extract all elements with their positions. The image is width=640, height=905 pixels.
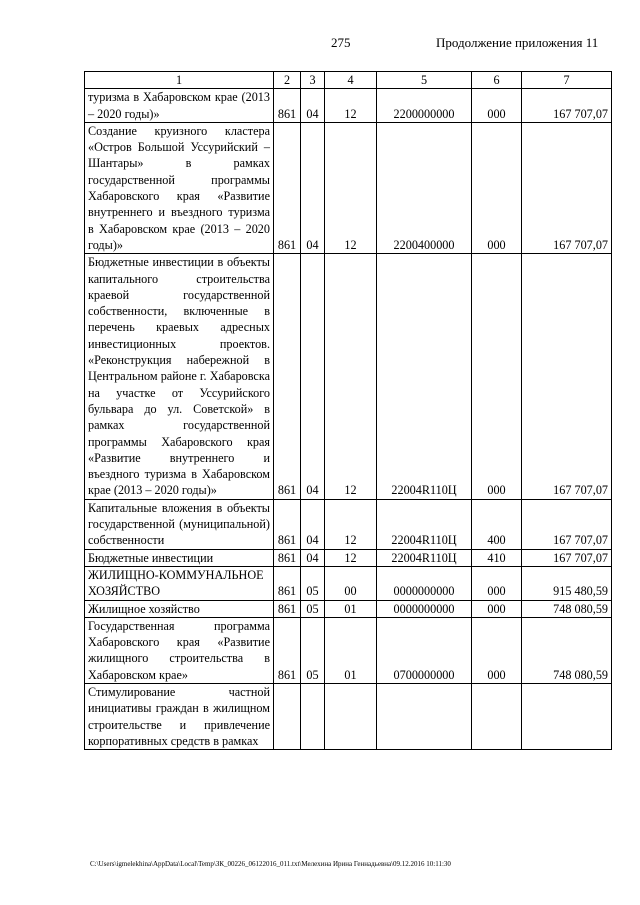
row-description: туризма в Хабаровском крае (2013 – 2020 годы)»	[85, 89, 274, 123]
amount: 167 707,07	[522, 254, 612, 499]
ministry-code: 861	[274, 600, 301, 617]
column-header: 5	[377, 72, 472, 89]
section-code: 04	[301, 89, 325, 123]
appendix-continuation-label: Продолжение приложения 11	[436, 35, 599, 50]
subsection-code: 00	[325, 566, 377, 600]
column-header: 7	[522, 72, 612, 89]
ministry-code: 861	[274, 122, 301, 253]
amount	[522, 683, 612, 749]
table-row	[85, 89, 612, 123]
budget-table	[84, 71, 612, 750]
table-row	[85, 254, 612, 499]
expense-type-code: 000	[472, 254, 522, 499]
amount: 167 707,07	[522, 89, 612, 123]
table-row	[85, 617, 612, 683]
table-row	[85, 566, 612, 600]
amount: 167 707,07	[522, 549, 612, 566]
section-code: 05	[301, 617, 325, 683]
table-row	[85, 600, 612, 617]
expense-type-code: 000	[472, 89, 522, 123]
expense-type-code: 400	[472, 499, 522, 549]
row-description: Стимулирование частной инициативы граждан в жилищном строительстве и привлечение корпоративных средств в рамках	[85, 683, 274, 749]
column-header: 6	[472, 72, 522, 89]
ministry-code: 861	[274, 254, 301, 499]
target-article-code: 22004R110Ц	[377, 254, 472, 499]
ministry-code: 861	[274, 617, 301, 683]
expense-type-code	[472, 683, 522, 749]
row-description: Бюджетные инвестиции	[85, 549, 274, 566]
subsection-code: 01	[325, 600, 377, 617]
amount: 748 080,59	[522, 617, 612, 683]
column-header: 4	[325, 72, 377, 89]
ministry-code: 861	[274, 566, 301, 600]
target-article-code	[377, 683, 472, 749]
target-article-code: 2200400000	[377, 122, 472, 253]
target-article-code: 22004R110Ц	[377, 499, 472, 549]
expense-type-code: 000	[472, 122, 522, 253]
section-code: 04	[301, 549, 325, 566]
subsection-code: 12	[325, 254, 377, 499]
section-code	[301, 683, 325, 749]
subsection-code: 12	[325, 89, 377, 123]
expense-type-code: 410	[472, 549, 522, 566]
row-description: Капитальные вложения в объекты государственной (муниципальной) собственности	[85, 499, 274, 549]
expense-type-code: 000	[472, 600, 522, 617]
page-number: 275	[331, 35, 351, 50]
amount: 167 707,07	[522, 122, 612, 253]
section-code: 05	[301, 600, 325, 617]
row-description: Жилищное хозяйство	[85, 600, 274, 617]
column-header: 1	[85, 72, 274, 89]
column-number-row	[85, 72, 612, 89]
ministry-code: 861	[274, 89, 301, 123]
amount: 748 080,59	[522, 600, 612, 617]
section-code: 05	[301, 566, 325, 600]
section-code: 04	[301, 499, 325, 549]
target-article-code: 0000000000	[377, 566, 472, 600]
target-article-code: 0700000000	[377, 617, 472, 683]
column-header: 2	[274, 72, 301, 89]
section-code: 04	[301, 122, 325, 253]
file-path-footer: C:\Users\igmelekhina\AppData\Local\Temp\ЗК_00226_06122016_011.txt\Мелехина Ирина Геннадьевна\09.12.2016 10:11:30	[90, 860, 451, 868]
expense-type-code: 000	[472, 617, 522, 683]
table-row	[85, 549, 612, 566]
column-header: 3	[301, 72, 325, 89]
ministry-code: 861	[274, 499, 301, 549]
subsection-code: 12	[325, 122, 377, 253]
row-description: Государственная программа Хабаровского края «Развитие жилищного строительства в Хабаровском крае»	[85, 617, 274, 683]
expense-type-code: 000	[472, 566, 522, 600]
amount: 915 480,59	[522, 566, 612, 600]
amount: 167 707,07	[522, 499, 612, 549]
subsection-code	[325, 683, 377, 749]
subsection-code: 12	[325, 549, 377, 566]
table-row	[85, 683, 612, 749]
row-description: Создание круизного кластера «Остров Большой Уссурийский – Шантары» в рамках государственной программы Хабаровского края «Развитие внутреннего и въездного туризма в Хабаровском крае (2013 – 2020 годы)»	[85, 122, 274, 253]
subsection-code: 01	[325, 617, 377, 683]
section-code: 04	[301, 254, 325, 499]
table-row	[85, 122, 612, 253]
row-description: ЖИЛИЩНО-КОММУНАЛЬНОЕ ХОЗЯЙСТВО	[85, 566, 274, 600]
table-row	[85, 499, 612, 549]
target-article-code: 0000000000	[377, 600, 472, 617]
row-description: Бюджетные инвестиции в объекты капитального строительства краевой государственной собственности, включенные в перечень краевых адресных инвестиционных проектов. «Реконструкция набережной в Центральном районе г. Хабаровска на участке от Уссурийского бульвара до ул. Советской» в рамках государственной программы Хабаровского края «Развитие внутреннего и въездного туризма в Хабаровском крае (2013 – 2020 годы)»	[85, 254, 274, 499]
ministry-code: 861	[274, 549, 301, 566]
target-article-code: 2200000000	[377, 89, 472, 123]
ministry-code	[274, 683, 301, 749]
target-article-code: 22004R110Ц	[377, 549, 472, 566]
subsection-code: 12	[325, 499, 377, 549]
